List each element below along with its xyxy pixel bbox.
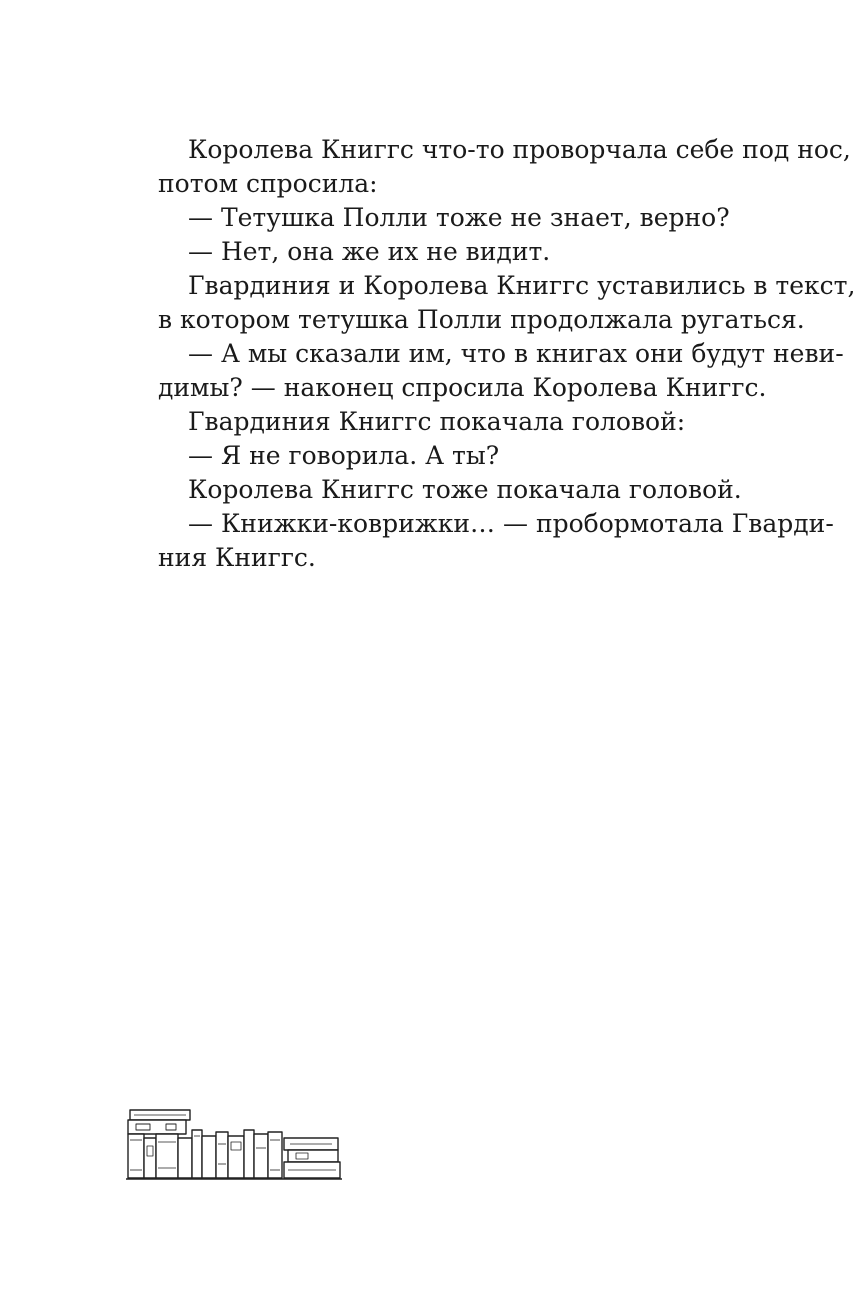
- text-line: димы? — наконец спросила Королева Книггс.: [158, 373, 767, 402]
- text-line: Королева Книггс тоже покачала головой.: [188, 475, 742, 504]
- text-line: ния Книггс.: [158, 543, 316, 572]
- bookshelf-icon: [126, 1104, 344, 1184]
- text-line: Гвардиния и Королева Книггс уставились в текст,: [188, 271, 856, 300]
- text-line: — Книжки-коврижки… — пробормотала Гварди-: [188, 509, 834, 538]
- text-line: — Я не говорила. А ты?: [188, 441, 500, 470]
- text-line: — Тетушка Полли тоже не знает, верно?: [188, 203, 730, 232]
- text-line: Королева Книггс что-то проворчала себе под нос,: [188, 135, 851, 164]
- text-line: потом спросила:: [158, 169, 378, 198]
- page-body: [158, 133, 856, 575]
- text-line: — А мы сказали им, что в книгах они будут неви-: [188, 339, 844, 368]
- text-line: в котором тетушка Полли продолжала ругаться.: [158, 305, 805, 334]
- text-line: Гвардиния Книггс покачала головой:: [188, 407, 686, 436]
- text-line: — Нет, она же их не видит.: [188, 237, 551, 266]
